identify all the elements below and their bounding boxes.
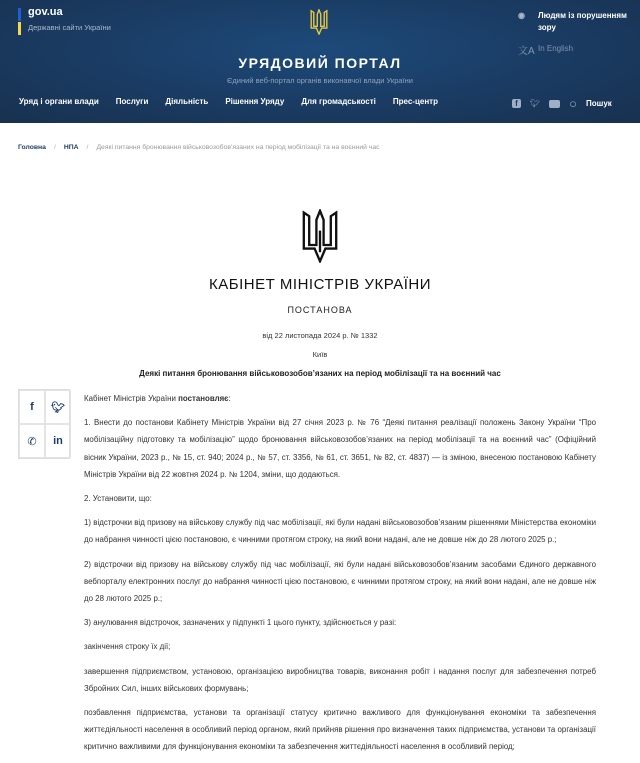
paragraph: 3) анулювання відстрочок, зазначених у підпункті 1 цього пункту, здійснюється у разі: — [84, 618, 397, 628]
doc-type: ПОСТАНОВА — [287, 305, 353, 315]
doc-intro: Кабінет Міністрів України постановляє: — [84, 394, 231, 403]
breadcrumb-current: Деякі питання бронювання військовозобов’язаних на період мобілізації та на воєнний час — [96, 144, 380, 151]
coat-of-arms-icon — [301, 209, 339, 263]
breadcrumb: Головна / НПА / Деякі питання бронювання військовозобов’язаних на період мобілізації та на воєнний час — [18, 144, 380, 151]
share-panel — [18, 389, 70, 459]
gov-brand: gov.ua — [28, 6, 63, 18]
search-icon[interactable]: ○ — [569, 96, 578, 111]
nav-decisions[interactable]: Рішення Уряду — [225, 97, 285, 106]
youtube-icon[interactable] — [549, 100, 560, 108]
facebook-icon[interactable]: f — [512, 99, 521, 108]
english-link[interactable]: 文A In English — [518, 44, 574, 57]
nav-activity[interactable]: Діяльність — [165, 97, 209, 106]
doc-title: Деякі питання бронювання військовозобов’язаних на період мобілізації та на воєнний час — [139, 369, 501, 378]
paragraph: 2. Установити, що: — [84, 494, 152, 504]
twitter-icon[interactable]: 🐦︎ — [530, 99, 541, 108]
paragraph: завершення підприємством, установою, організацією виробництва товарів, виконання робіт і надання послуг для забезпечення потреб Збройних Сил, інших військових формувань; — [84, 666, 596, 693]
nav-press[interactable]: Прес-центр — [392, 97, 438, 106]
share-linkedin-icon[interactable]: in — [45, 424, 71, 458]
nav-services[interactable]: Послуги — [115, 97, 149, 106]
doc-issuer: КАБІНЕТ МІНІСТРІВ УКРАЇНИ — [209, 276, 431, 293]
translate-icon: 文A — [518, 46, 535, 57]
breadcrumb-home[interactable]: Головна — [18, 144, 46, 151]
flag-icon — [18, 8, 21, 35]
eye-icon: ◉ — [518, 11, 525, 20]
site-header: gov.ua Державні сайти України ◉ Людям із порушенням зору 文A In English УРЯДОВИЙ ПОРТАЛ Єдиний веб-портал органів виконавчої влади України Уряд і органи влади Послуги Діяльність Рішення Уряду Для громадськості Прес-центр f 🐦︎ ○ Пошук — [0, 0, 640, 123]
doc-date: від 22 листопада 2024 р. № 1332 — [262, 331, 378, 340]
doc-city: Київ — [312, 350, 328, 359]
social-links — [512, 96, 612, 111]
share-twitter-icon[interactable]: 🐦︎ — [45, 390, 71, 424]
share-facebook-icon[interactable]: f — [19, 390, 45, 424]
paragraph: 1) відстрочки від призову на військову службу під час мобілізації, які були надані військовозобов’язаним рішеннями Міністерства економіки до набрання чинності цією постановою, є чинними протягом строку, на який вони надані, але не довше ніж до 28 лютого 2025 р.; — [84, 518, 596, 545]
breadcrumb-npa[interactable]: НПА — [63, 144, 79, 151]
gov-sub: Державні сайти України — [28, 23, 111, 32]
portal-title[interactable]: УРЯДОВИЙ ПОРТАЛ — [238, 55, 402, 71]
trident-icon — [309, 9, 329, 35]
doc-body — [84, 390, 596, 763]
portal-subtitle: Єдиний веб-портал органів виконавчої влади України — [227, 76, 413, 85]
paragraph: позбавлення підприємства, установи та організації статусу критично важливого для функціонування економіки та забезпечення життєдіяльності населення в особливий період органом, який прийняв рішення про визначення таких підприємства, установи та організації критично важливими для функціонування економіки та забезпечення життєдіяльності населення в особливий період; — [84, 708, 596, 752]
main-nav — [19, 97, 455, 106]
search-button[interactable]: Пошук — [586, 99, 612, 108]
paragraph: 2) відстрочки від призову на військову службу під час мобілізації, які були надані військовозобов’язаним засобами Єдиного державного вебпорталу електронних послуг до набрання чинності цією постановою, є чинними протягом строку, на який вони надані, але не довше ніж до 28 лютого 2025 р.; — [84, 559, 596, 604]
paragraph: закінчення строку їх дії; — [84, 642, 171, 652]
nav-public[interactable]: Для громадськості — [301, 97, 376, 106]
share-whatsapp-icon[interactable]: ✆ — [19, 424, 45, 458]
nav-government[interactable]: Уряд і органи влади — [19, 97, 99, 106]
paragraph: 1. Внести до постанови Кабінету Міністрів України від 27 січня 2023 р. № 76 “Деякі питання реалізації положень Закону України “Про мобілізаційну підготовку та мобілізацію” щодо бронювання військовозобов’язаних на період мобілізації та на воєнний час” (Офіційний вісник України, 2023 р., № 15, ст. 940; 2024 р., № 57, ст. 3356, № 61, ст. 3651, № 82, ст. 4837) — із зміною, внесеною постановою Кабінету Міністрів України від 22 жовтня 2024 р. № 1204, зміни, що додаються. — [84, 418, 596, 479]
